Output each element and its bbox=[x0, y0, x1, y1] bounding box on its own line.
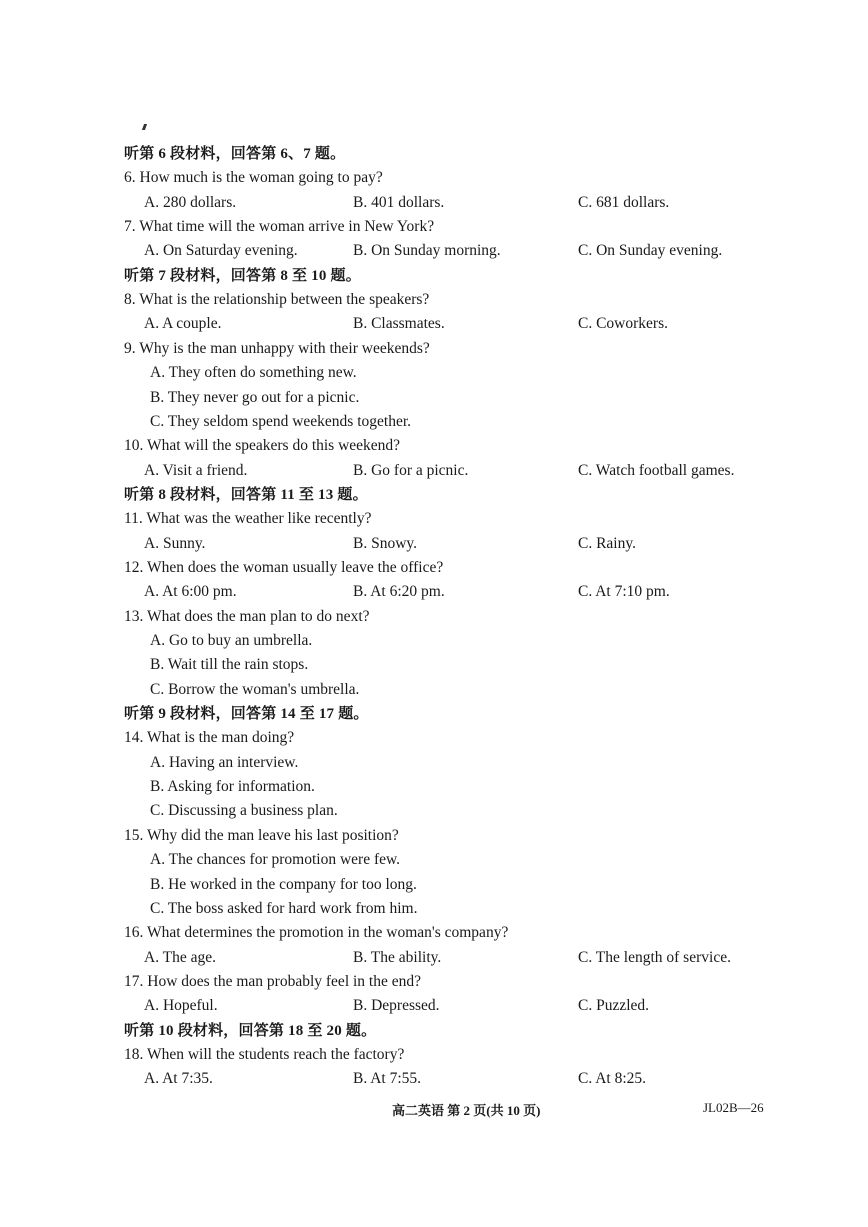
answer-option-c: C. At 7:10 pm. bbox=[578, 583, 670, 600]
answer-option-a: A. 280 dollars. bbox=[144, 194, 237, 211]
answer-option-b: B. 401 dollars. bbox=[353, 194, 445, 211]
answer-option-a: A. At 7:35. bbox=[144, 1070, 213, 1087]
answer-option-b: B. Go for a picnic. bbox=[353, 462, 469, 479]
question-text: 14. What is the man doing? bbox=[124, 729, 295, 746]
question-text: 10. What will the speakers do this weekend? bbox=[124, 437, 401, 454]
answer-option-a: A. A couple. bbox=[144, 315, 222, 332]
answer-option: B. They never go out for a picnic. bbox=[150, 389, 360, 406]
answer-option-b: B. At 6:20 pm. bbox=[353, 583, 445, 600]
question-text: 13. What does the man plan to do next? bbox=[124, 608, 370, 625]
answer-option-c: C. On Sunday evening. bbox=[578, 242, 723, 259]
scan-mark bbox=[142, 124, 147, 130]
question-text: 15. Why did the man leave his last position? bbox=[124, 827, 399, 844]
answer-option-c: C. Watch football games. bbox=[578, 462, 735, 479]
answer-option: B. Wait till the rain stops. bbox=[150, 656, 309, 673]
section-heading: 听第 9 段材料，回答第 14 至 17 题。 bbox=[124, 706, 369, 722]
answer-option: B. Asking for information. bbox=[150, 778, 315, 795]
answer-option-c: C. Rainy. bbox=[578, 535, 636, 552]
answer-option: C. The boss asked for hard work from him. bbox=[150, 900, 418, 917]
page-footer-code: JL02B—26 bbox=[703, 1100, 764, 1115]
question-text: 6. How much is the woman going to pay? bbox=[124, 169, 383, 186]
section-heading: 听第 6 段材料，回答第 6、7 题。 bbox=[124, 146, 346, 162]
answer-option: A. Go to buy an umbrella. bbox=[150, 632, 313, 649]
answer-option-a: A. Visit a friend. bbox=[144, 462, 248, 479]
answer-option-c: C. Coworkers. bbox=[578, 315, 668, 332]
page-footer-center: 高二英语 第 2 页(共 10 页) bbox=[392, 1103, 541, 1118]
question-text: 18. When will the students reach the factory? bbox=[124, 1046, 405, 1063]
section-heading: 听第 8 段材料，回答第 11 至 13 题。 bbox=[124, 487, 368, 503]
answer-option-a: A. On Saturday evening. bbox=[144, 242, 298, 259]
answer-option: C. Discussing a business plan. bbox=[150, 802, 338, 819]
answer-option-a: A. At 6:00 pm. bbox=[144, 583, 237, 600]
answer-option-b: B. Snowy. bbox=[353, 535, 418, 552]
answer-option: C. They seldom spend weekends together. bbox=[150, 413, 412, 430]
answer-option: A. The chances for promotion were few. bbox=[150, 851, 401, 868]
section-heading: 听第 10 段材料，回答第 18 至 20 题。 bbox=[124, 1023, 377, 1039]
question-text: 12. When does the woman usually leave the office? bbox=[124, 559, 444, 576]
answer-option-b: B. At 7:55. bbox=[353, 1070, 422, 1087]
answer-option-a: A. Hopeful. bbox=[144, 997, 218, 1014]
question-text: 8. What is the relationship between the speakers? bbox=[124, 291, 430, 308]
question-text: 9. Why is the man unhappy with their weekends? bbox=[124, 340, 430, 357]
answer-option: C. Borrow the woman's umbrella. bbox=[150, 681, 360, 698]
answer-option-b: B. The ability. bbox=[353, 949, 442, 966]
answer-option-b: B. On Sunday morning. bbox=[353, 242, 501, 259]
question-text: 11. What was the weather like recently? bbox=[124, 510, 372, 527]
answer-option-c: C. At 8:25. bbox=[578, 1070, 647, 1087]
answer-option-c: C. Puzzled. bbox=[578, 997, 650, 1014]
question-text: 7. What time will the woman arrive in New York? bbox=[124, 218, 435, 235]
answer-option: A. They often do something new. bbox=[150, 364, 357, 381]
answer-option: A. Having an interview. bbox=[150, 754, 299, 771]
question-text: 17. How does the man probably feel in the end? bbox=[124, 973, 421, 990]
question-text: 16. What determines the promotion in the woman's company? bbox=[124, 924, 509, 941]
answer-option-a: A. The age. bbox=[144, 949, 217, 966]
answer-option-a: A. Sunny. bbox=[144, 535, 206, 552]
answer-option: B. He worked in the company for too long. bbox=[150, 876, 417, 893]
answer-option-c: C. The length of service. bbox=[578, 949, 731, 966]
answer-option-b: B. Classmates. bbox=[353, 315, 445, 332]
answer-option-b: B. Depressed. bbox=[353, 997, 440, 1014]
answer-option-c: C. 681 dollars. bbox=[578, 194, 670, 211]
section-heading: 听第 7 段材料，回答第 8 至 10 题。 bbox=[124, 268, 361, 284]
